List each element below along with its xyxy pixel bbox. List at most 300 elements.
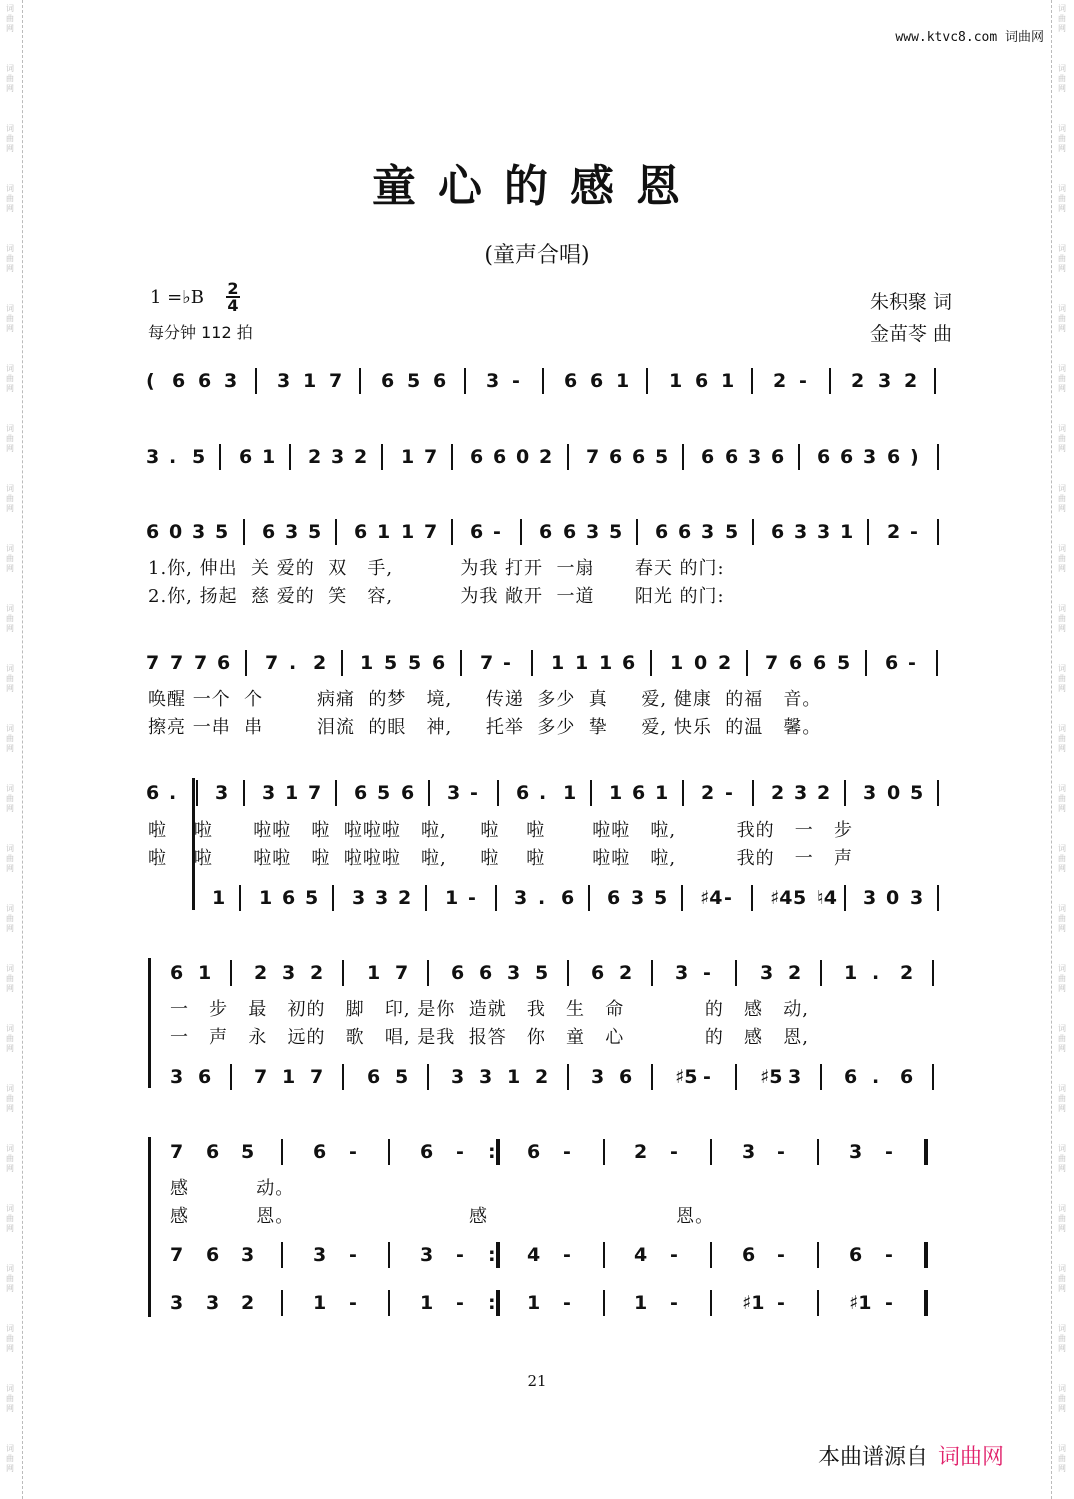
barline [934, 368, 936, 394]
note-token: - [349, 1244, 357, 1266]
note-token: 6 [561, 887, 575, 909]
note-token: 1 [262, 446, 276, 468]
note-token: - [563, 1244, 571, 1266]
note-token: ( [146, 370, 155, 392]
margin-watermark-text: 词曲网 [6, 664, 14, 693]
note-token: 6 [198, 370, 212, 392]
barline [281, 1290, 283, 1316]
lyric-line-5: 啦 啦 啦啦 啦 啦啦啦 啦, 啦 啦 啦啦 啦, 我的 一 步 [148, 820, 853, 841]
note-token: 0 [886, 887, 900, 909]
margin-watermark-text: 词曲网 [6, 1264, 14, 1293]
notation-line-9 [170, 1137, 956, 1167]
note-token: 7 [308, 782, 322, 804]
barline [817, 1139, 819, 1165]
margin-watermark-text: 词曲网 [1058, 244, 1066, 273]
barline [710, 1139, 712, 1165]
note-token: 6 [354, 782, 368, 804]
note-token: 6 [701, 446, 715, 468]
barline [342, 1064, 344, 1090]
barline [844, 780, 846, 806]
note-token: 3 [331, 446, 345, 468]
note-token: 3 [215, 782, 229, 804]
margin-watermark-text: 词曲网 [1058, 424, 1066, 453]
song-title: 童心的感恩 [372, 161, 702, 212]
note-token: 3 [224, 370, 238, 392]
note-token: 6 [678, 521, 692, 543]
lyric-line-4: 擦亮 一串 串 泪流 的眼 神, 托举 多少 挚 爱, 快乐 的温 馨。 [148, 717, 822, 738]
note-token: 1 [599, 652, 613, 674]
barline [281, 1242, 283, 1268]
note-token: 3 [817, 521, 831, 543]
notation-line-4 [146, 648, 956, 678]
note-token: 3 [788, 1066, 802, 1088]
note-token: ♮4 [817, 887, 838, 909]
note-token: - [512, 370, 520, 392]
barline [603, 1242, 605, 1268]
note-token: 1 [367, 962, 381, 984]
barline [219, 444, 221, 470]
note-token: 6 [591, 962, 605, 984]
repeat-sign: : [488, 1292, 496, 1314]
barline [636, 519, 638, 545]
barline [289, 444, 291, 470]
note-token: 2 [773, 370, 787, 392]
note-token: 6 [401, 782, 415, 804]
margin-watermark-text: 词曲网 [6, 844, 14, 873]
note-token: - [703, 962, 711, 984]
note-token: 7 [170, 1141, 184, 1163]
note-token: - [885, 1141, 893, 1163]
barline [451, 444, 453, 470]
tempo-marking: 每分钟 112 拍 [148, 323, 253, 342]
note-token: - [670, 1244, 678, 1266]
lyric-line-8: 一 声 永 远的 歌 唱, 是我 报答 你 童 心 的 感 恩, [170, 1027, 809, 1048]
note-token: 2 [310, 962, 324, 984]
note-token: 6 [206, 1244, 220, 1266]
note-token: 4 [527, 1244, 541, 1266]
notation-line-1 [146, 366, 956, 396]
note-token: 6 [420, 1141, 434, 1163]
margin-watermark-text: 词曲网 [6, 124, 14, 153]
note-token: 5 [192, 446, 206, 468]
notation-line-11 [170, 1288, 956, 1318]
notation-line-3 [146, 517, 956, 547]
barline [590, 780, 592, 806]
note-token: 6 [470, 521, 484, 543]
meter-denominator: 4 [227, 296, 239, 315]
note-token: 2 [771, 782, 785, 804]
note-token: 3 [241, 1244, 255, 1266]
barline [817, 1290, 819, 1316]
barline [281, 1139, 283, 1165]
barline [243, 519, 245, 545]
barline [937, 885, 939, 911]
note-token: - [503, 652, 511, 674]
margin-watermark-text: 词曲网 [1058, 604, 1066, 633]
barline [464, 368, 466, 394]
lyric-line-2: 2.你, 扬起 慈 爱的 笑 容, 为我 敞开 一道 阳光 的门: [148, 586, 725, 607]
barline [746, 650, 748, 676]
note-token: 5 [384, 652, 398, 674]
note-token: 1 [303, 370, 317, 392]
note-token: ) [910, 446, 919, 468]
note-token: 0 [694, 652, 708, 674]
note-token: 7 [254, 1066, 268, 1088]
barline [817, 1242, 819, 1268]
margin-watermark-text: 词曲网 [6, 544, 14, 573]
note-token: 7 [265, 652, 279, 674]
note-token: 6 [479, 962, 493, 984]
note-token: 6 [844, 1066, 858, 1088]
note-token: 6 [381, 370, 395, 392]
note-token: 1 [669, 370, 683, 392]
note-token: - [670, 1292, 678, 1314]
margin-watermark-text: 词曲网 [1058, 364, 1066, 393]
margin-watermark-text: 词曲网 [6, 904, 14, 933]
note-token: 6 [170, 962, 184, 984]
note-token: 1 [721, 370, 735, 392]
note-token: 7 [765, 652, 779, 674]
note-token: 7 [395, 962, 409, 984]
note-token: 6 [590, 370, 604, 392]
note-token: 1 [634, 1292, 648, 1314]
note-token: 1 [401, 521, 415, 543]
barline [798, 444, 800, 470]
note-token: 1 [840, 521, 854, 543]
barline [865, 650, 867, 676]
barline [567, 1064, 569, 1090]
margin-watermark-text: 词曲网 [1058, 64, 1066, 93]
barline [388, 1242, 390, 1268]
note-token: - [725, 782, 733, 804]
note-token: 5 [654, 887, 668, 909]
barline [937, 519, 939, 545]
barline [588, 885, 590, 911]
note-token: 3 [742, 1141, 756, 1163]
note-token: 6 [451, 962, 465, 984]
page-number: 21 [527, 1372, 547, 1390]
song-subtitle: (童声合唱) [484, 243, 590, 268]
note-token: . [169, 446, 177, 468]
note-token: 6 [632, 446, 646, 468]
note-token: 1 [609, 782, 623, 804]
note-token: 6 [609, 446, 623, 468]
margin-watermark-text: 词曲网 [1058, 4, 1066, 33]
note-token: . [169, 782, 177, 804]
note-token: 1 [282, 1066, 296, 1088]
margin-watermark-text: 词曲网 [6, 244, 14, 273]
margin-watermark-text: 词曲网 [1058, 724, 1066, 753]
margin-watermark-text: 词曲网 [1058, 784, 1066, 813]
note-token: 3 [352, 887, 366, 909]
barline [650, 650, 652, 676]
note-token: - [493, 521, 501, 543]
lyric-line-1: 1.你, 伸出 关 爱的 双 手, 为我 打开 一扇 春天 的门: [148, 558, 725, 579]
margin-watermark-text: 词曲网 [6, 364, 14, 393]
note-token: 5 [837, 652, 851, 674]
barline [937, 444, 939, 470]
note-token: ♯5 [760, 1066, 783, 1088]
margin-watermark-text: 词曲网 [6, 4, 14, 33]
margin-watermark-text: 词曲网 [6, 724, 14, 753]
barline [381, 444, 383, 470]
note-token: 7 [194, 652, 208, 674]
notation-line-5 [146, 778, 956, 808]
note-token: 6 [262, 521, 276, 543]
note-token: 5 [215, 521, 229, 543]
note-token: 3 [146, 446, 160, 468]
note-token: 3 [507, 962, 521, 984]
barline [497, 780, 499, 806]
note-token: ♯1 [742, 1292, 765, 1314]
note-token: 6 [632, 782, 646, 804]
note-token: 2 [308, 446, 322, 468]
margin-watermark-text: 词曲网 [6, 604, 14, 633]
note-token: 3 [910, 887, 924, 909]
notation-line-8 [170, 1062, 956, 1092]
note-token: 2 [900, 962, 914, 984]
barline [682, 444, 684, 470]
margin-watermark-text: 词曲网 [6, 1024, 14, 1053]
note-token: 7 [310, 1066, 324, 1088]
barline [359, 368, 361, 394]
note-token: 5 [910, 782, 924, 804]
note-token: 2 [539, 446, 553, 468]
note-token: - [456, 1141, 464, 1163]
note-token: 6 [840, 446, 854, 468]
note-token: - [777, 1141, 785, 1163]
note-token: 7 [480, 652, 494, 674]
note-token: ♯4 [770, 887, 793, 909]
note-token: 2 [817, 782, 831, 804]
barline [937, 780, 939, 806]
barline [682, 780, 684, 806]
note-token: 5 [395, 1066, 409, 1088]
note-token: 6 [470, 446, 484, 468]
note-token: 2 [354, 446, 368, 468]
barline [567, 960, 569, 986]
margin-watermark-text: 词曲网 [6, 1444, 14, 1473]
site-url: www.ktvc8.com 词曲网 [895, 30, 1044, 45]
note-token: 2 [241, 1292, 255, 1314]
margin-watermark-text: 词曲网 [6, 184, 14, 213]
note-token: 3 [586, 521, 600, 543]
note-token: 1 [844, 962, 858, 984]
note-token: 7 [586, 446, 600, 468]
note-token: 0 [169, 521, 183, 543]
margin-watermark-text: 词曲网 [1058, 304, 1066, 333]
note-token: 1 [670, 652, 684, 674]
note-token: 0 [887, 782, 901, 804]
repeat-sign: : [488, 1141, 496, 1163]
notation-line-7 [170, 958, 956, 988]
note-token: 5 [305, 887, 319, 909]
barline [520, 519, 522, 545]
note-token: 5 [408, 652, 422, 674]
note-token: 6 [607, 887, 621, 909]
note-token: 2 [634, 1141, 648, 1163]
composer-credit: 金苗苓 曲 [869, 323, 952, 345]
note-token: 2 [701, 782, 715, 804]
note-token: 5 [725, 521, 739, 543]
barline [335, 780, 337, 806]
barline [425, 885, 427, 911]
margin-watermark-text: 词曲网 [6, 424, 14, 453]
margin-watermark-text: 词曲网 [1058, 484, 1066, 513]
note-token: 6 [239, 446, 253, 468]
notation-line-2 [146, 442, 956, 472]
note-token: 6 [849, 1244, 863, 1266]
barline [603, 1139, 605, 1165]
note-token: 3 [849, 1141, 863, 1163]
note-token: 6 [217, 652, 231, 674]
part-brace-7 [148, 1137, 155, 1317]
note-token: 3 [170, 1066, 184, 1088]
note-token: 1 [377, 521, 391, 543]
repeat-sign: : [488, 1244, 496, 1266]
note-token: 5 [655, 446, 669, 468]
key-signature: 1 =♭B [150, 287, 204, 308]
note-token: 1 [313, 1292, 327, 1314]
note-token: 6 [516, 782, 530, 804]
notation-line-6 [212, 883, 956, 913]
margin-watermark-text: 词曲网 [6, 1384, 14, 1413]
note-token: 6 [527, 1141, 541, 1163]
lyric-line-6: 啦 啦 啦啦 啦 啦啦啦 啦, 啦 啦 啦啦 啦, 我的 一 声 [148, 848, 853, 869]
barline [230, 1064, 232, 1090]
margin-watermark-text: 词曲网 [1058, 1324, 1066, 1353]
note-token: 3 [447, 782, 461, 804]
note-token: 1 [551, 652, 565, 674]
note-token: 6 [282, 887, 296, 909]
note-token: 4 [634, 1244, 648, 1266]
note-token: 3 [863, 782, 877, 804]
note-token: 3 [277, 370, 291, 392]
note-token: 6 [354, 521, 368, 543]
barline [388, 1290, 390, 1316]
note-token: 6 [539, 521, 553, 543]
barline [255, 368, 257, 394]
note-token: - [724, 887, 732, 909]
margin-watermark-text: 词曲网 [6, 784, 14, 813]
barline [245, 650, 247, 676]
lyric-line-9: 感 动。 [170, 1178, 295, 1199]
note-token: 6 [771, 521, 785, 543]
barline [844, 885, 846, 911]
note-token: 1 [616, 370, 630, 392]
note-token: 2 [851, 370, 865, 392]
note-token: 2 [887, 521, 901, 543]
note-token: 7 [146, 652, 160, 674]
barline [196, 780, 198, 806]
barline [567, 444, 569, 470]
note-token: 2 [788, 962, 802, 984]
note-token: 3 [631, 887, 645, 909]
note-token: 3 [675, 962, 689, 984]
lyric-line-10: 感 恩。 感 恩。 [170, 1206, 715, 1227]
barline [735, 1064, 737, 1090]
note-token: - [799, 370, 807, 392]
margin-watermark-text: 词曲网 [6, 64, 14, 93]
note-token: 6 [367, 1066, 381, 1088]
note-token: 3 [479, 1066, 493, 1088]
note-token: 7 [170, 1244, 184, 1266]
barline [542, 368, 544, 394]
margin-watermark-text: 词曲网 [1058, 844, 1066, 873]
margin-watermark-text: 词曲网 [1058, 1444, 1066, 1473]
note-token: 3 [760, 962, 774, 984]
note-token: 3 [863, 446, 877, 468]
barline [239, 885, 241, 911]
note-token: 7 [424, 521, 438, 543]
note-token: 6 [146, 782, 160, 804]
note-token: 6 [493, 446, 507, 468]
note-token: 6 [771, 446, 785, 468]
note-token: - [910, 521, 918, 543]
note-token: 6 [313, 1141, 327, 1163]
barline [932, 960, 934, 986]
note-token: 3 [878, 370, 892, 392]
note-token: 3 [451, 1066, 465, 1088]
note-token: 3 [794, 782, 808, 804]
note-token: . [538, 887, 546, 909]
note-token: 3 [748, 446, 762, 468]
margin-watermark-text: 词曲网 [6, 964, 14, 993]
barline [710, 1290, 712, 1316]
barline [651, 1064, 653, 1090]
note-token: 3 [285, 521, 299, 543]
barline [428, 780, 430, 806]
barline [820, 1064, 822, 1090]
note-token: - [777, 1292, 785, 1314]
note-token: 5 [308, 521, 322, 543]
note-token: 1 [527, 1292, 541, 1314]
note-token: ♯1 [849, 1292, 872, 1314]
note-token: 1 [212, 887, 226, 909]
note-token: 2 [313, 652, 327, 674]
note-token: 6 [742, 1244, 756, 1266]
barline [341, 650, 343, 676]
margin-watermark-text: 词曲网 [1058, 1264, 1066, 1293]
margin-watermark-text: 词曲网 [6, 304, 14, 333]
note-token: 0 [516, 446, 530, 468]
note-token: 3 [486, 370, 500, 392]
note-token: 6 [789, 652, 803, 674]
note-token: 5 [407, 370, 421, 392]
note-token: 6 [695, 370, 709, 392]
note-token: 2 [904, 370, 918, 392]
note-token: 6 [813, 652, 827, 674]
note-token: 1 [507, 1066, 521, 1088]
note-token: . [872, 962, 880, 984]
note-token: 5 [241, 1141, 255, 1163]
note-token: . [872, 1066, 880, 1088]
note-token: . [289, 652, 297, 674]
margin-watermark-text: 词曲网 [6, 484, 14, 513]
note-token: 7 [170, 652, 184, 674]
source-credit [818, 1440, 1004, 1471]
barline [751, 368, 753, 394]
barline [230, 960, 232, 986]
source-prefix: 本曲谱源自 [818, 1445, 929, 1470]
note-token: 1 [360, 652, 374, 674]
note-token: - [563, 1141, 571, 1163]
note-token: 6 [619, 1066, 633, 1088]
note-token: 3 [313, 1244, 327, 1266]
margin-watermark-text: 词曲网 [6, 1324, 14, 1353]
margin-watermark-text: 词曲网 [1058, 1384, 1066, 1413]
barline [342, 960, 344, 986]
